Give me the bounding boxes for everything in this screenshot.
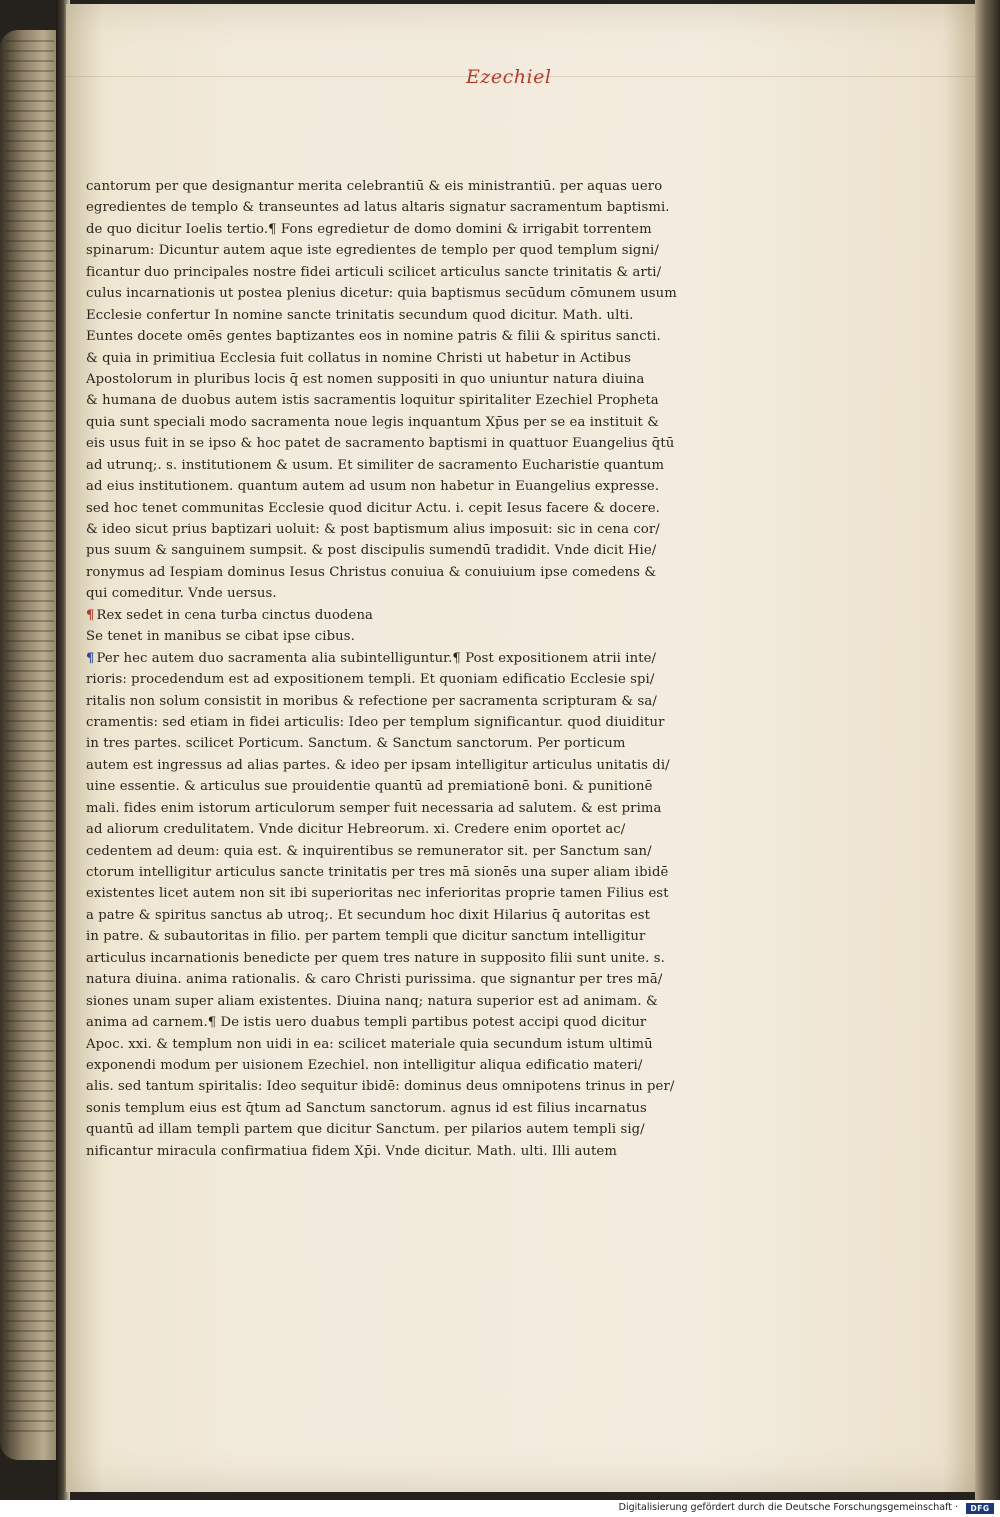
book-page bbox=[66, 4, 979, 1492]
text-line-content: Euntes docete omēs gentes baptizantes eos in nomine patris & filii & spiritus sancti. bbox=[86, 329, 661, 345]
text-line bbox=[86, 1098, 726, 1119]
text-line bbox=[86, 519, 726, 540]
text-line-content: quantū ad illam templi partem que dicitur Sanctum. per pilarios autem templi sig/ bbox=[86, 1122, 645, 1138]
text-line-content: & humana de duobus autem istis sacramentis loquitur spiritaliter Ezechiel Propheta bbox=[86, 393, 659, 409]
text-line-content: ad aliorum credulitatem. Vnde dicitur Hebreorum. xi. Credere enim oportet ac/ bbox=[86, 822, 626, 838]
text-line bbox=[86, 841, 726, 862]
text-line bbox=[86, 369, 726, 390]
text-line bbox=[86, 348, 726, 369]
text-line-content: quia sunt speciali modo sacramenta noue legis inquantum Xp̄us per se ea instituit & bbox=[86, 414, 660, 430]
text-line-content: mali. fides enim istorum articulorum semper fuit necessaria ad salutem. & est prima bbox=[86, 800, 662, 816]
text-line-content: ctorum intelligitur articulus sancte trinitatis per tres mā sionēs una super aliam ibidē bbox=[86, 865, 669, 880]
text-line-content: a patre & spiritus sanctus ab utroq;. Et secundum hoc dixit Hilarius q̄ autoritas est bbox=[86, 907, 651, 923]
text-line bbox=[86, 283, 726, 304]
text-line-content: exponendi modum per uisionem Ezechiel. non intelligitur aliqua edificatio materi/ bbox=[86, 1057, 643, 1073]
text-line-content: alis. sed tantum spiritalis: Ideo sequitur ibidē: dominus deus omnipotens trinus in per/ bbox=[86, 1079, 675, 1095]
text-line-content: ad eius institutionem. quantum autem ad usum non habetur in Euangelius expresse. bbox=[86, 479, 660, 495]
text-line bbox=[86, 1055, 726, 1076]
text-line bbox=[86, 326, 726, 347]
page-fore-edge bbox=[975, 0, 1000, 1500]
text-line-content: spinarum: Dicuntur autem aque iste egredientes de templo per quod templum signi/ bbox=[86, 243, 659, 259]
blue-paragraph-mark-icon: ¶ bbox=[86, 650, 95, 666]
text-line bbox=[86, 926, 726, 947]
text-line-content: egredientes de templo & transeuntes ad latus altaris signatur sacramentum baptismi. bbox=[86, 200, 670, 216]
text-line bbox=[86, 583, 726, 604]
text-line-content: nificantur miracula confirmatiua fidem Xp̄i. Vnde dicitur. Math. ulti. Illi autem bbox=[86, 1143, 617, 1159]
running-head: Ezechiel bbox=[466, 66, 552, 88]
text-line bbox=[86, 390, 726, 411]
text-line bbox=[86, 305, 726, 326]
text-line bbox=[86, 691, 726, 712]
text-line-content: & ideo sicut prius baptizari uoluit: & post baptismum alius imposuit: sic in cena cor/ bbox=[86, 522, 660, 537]
text-line bbox=[86, 1012, 726, 1033]
text-line-content: cramentis: sed etiam in fidei articulis: Ideo per templum significantur. quod diuiditur bbox=[86, 714, 665, 730]
text-line-content: Apostolorum in pluribus locis q̄ est nomen suppositi in quo uniuntur natura diuina bbox=[86, 371, 645, 387]
text-line bbox=[86, 755, 726, 776]
text-line-content: existentes licet autem non sit ibi superioritas nec inferioritas proprie tamen Filius est bbox=[86, 886, 669, 902]
text-line bbox=[86, 240, 726, 261]
text-line bbox=[86, 712, 726, 733]
text-line bbox=[86, 197, 726, 218]
text-line-content: cantorum per que designantur merita celebrantiū & eis ministrantiū. per aquas uero bbox=[86, 179, 663, 194]
dfg-logo: DFG bbox=[966, 1503, 994, 1514]
text-line bbox=[86, 648, 726, 669]
text-line bbox=[86, 1141, 726, 1162]
text-line bbox=[86, 562, 726, 583]
facing-page-text-fragments bbox=[6, 40, 54, 1440]
text-line bbox=[86, 883, 726, 904]
text-line-content: Se tenet in manibus se cibat ipse cibus. bbox=[86, 629, 355, 645]
text-line-content: anima ad carnem.¶ De istis uero duabus templi partibus potest accipi quod dicitur bbox=[86, 1015, 647, 1031]
text-line bbox=[86, 969, 726, 990]
text-line bbox=[86, 540, 726, 561]
red-paragraph-mark-icon: ¶ bbox=[86, 607, 95, 623]
text-line bbox=[86, 1034, 726, 1055]
text-line-content: ad utrunq;. s. institutionem & usum. Et similiter de sacramento Eucharistie quantum bbox=[86, 457, 665, 473]
text-line-content: Apoc. xxi. & templum non uidi in ea: scilicet materiale quia secundum istum ultimū bbox=[86, 1036, 653, 1052]
text-line bbox=[86, 776, 726, 797]
facing-page-edge bbox=[0, 30, 58, 1460]
text-line-content: culus incarnationis ut postea plenius dicetur: quia baptismus secūdum cōmunem usum bbox=[86, 286, 677, 302]
text-line-content: & quia in primitiua Ecclesia fuit collatus in nomine Christi ut habetur in Actibus bbox=[86, 350, 631, 366]
text-line-content: qui comeditur. Vnde uersus. bbox=[86, 586, 277, 602]
text-line-content: in patre. & subautoritas in filio. per partem templi que dicitur sanctum intelligitur bbox=[86, 929, 646, 945]
text-line bbox=[86, 905, 726, 926]
text-line bbox=[86, 476, 726, 497]
text-line-content: articulus incarnationis benedicte per quem tres nature in supposito filii sunt unite. s. bbox=[86, 950, 665, 966]
text-line bbox=[86, 798, 726, 819]
text-line-content: rioris: procedendum est ad expositionem templi. Et quoniam edificatio Ecclesie spi/ bbox=[86, 672, 655, 688]
text-line bbox=[86, 498, 726, 519]
text-line bbox=[86, 605, 726, 626]
text-line bbox=[86, 862, 726, 883]
text-line-content: cedentem ad deum: quia est. & inquirentibus se remunerator sit. per Sanctum san/ bbox=[86, 843, 652, 859]
text-line-content: siones unam super aliam existentes. Diuina nanq; natura superior est ad animam. & bbox=[86, 993, 658, 1009]
text-line-content: autem est ingressus ad alias partes. & ideo per ipsam intelligitur articulus unitatis di/ bbox=[86, 757, 670, 773]
text-line bbox=[86, 412, 726, 433]
text-line bbox=[86, 219, 726, 240]
text-line bbox=[86, 669, 726, 690]
text-line bbox=[86, 262, 726, 283]
text-line bbox=[86, 819, 726, 840]
text-line bbox=[86, 433, 726, 454]
text-line bbox=[86, 991, 726, 1012]
text-line-content: ficantur duo principales nostre fidei articuli scilicet articulus sancte trinitatis & arti/ bbox=[86, 264, 662, 280]
text-line-content: ronymus ad Iespiam dominus Iesus Christus conuiua & conuiuium ipse comedens & bbox=[86, 564, 657, 580]
text-column bbox=[86, 176, 726, 1162]
text-line bbox=[86, 1119, 726, 1140]
text-line-content: uine essentie. & articulus sue prouidentie quantū ad premiationē boni. & punitionē bbox=[86, 779, 653, 795]
footer-bar bbox=[0, 1500, 1000, 1517]
text-line-content: pus suum & sanguinem sumpsit. & post discipulis sumendū tradidit. Vnde dicit Hie/ bbox=[86, 543, 657, 559]
text-line bbox=[86, 1076, 726, 1097]
text-line-content: natura diuina. anima rationalis. & caro Christi purissima. que signantur per tres mā/ bbox=[86, 972, 663, 988]
text-line-content: de quo dicitur Ioelis tertio.¶ Fons egredietur de domo domini & irrigabit torrentem bbox=[86, 221, 652, 237]
text-line-content: sonis templum eius est q̄tum ad Sanctum sanctorum. agnus id est filius incarnatus bbox=[86, 1100, 647, 1116]
text-line-content: Rex sedet in cena turba cinctus duodena bbox=[96, 607, 374, 623]
text-line bbox=[86, 455, 726, 476]
text-line-content: ritalis non solum consistit in moribus & refectione per sacramenta scripturam & sa/ bbox=[86, 693, 657, 709]
text-line bbox=[86, 176, 726, 197]
text-line bbox=[86, 626, 726, 647]
text-line bbox=[86, 948, 726, 969]
funding-notice: Digitalisierung gefördert durch die Deutsche Forschungsgemeinschaft · bbox=[618, 1502, 958, 1513]
text-line-content: eis usus fuit in se ipso & hoc patet de sacramento baptismi in quattuor Euangelius q̄tū bbox=[86, 436, 675, 452]
text-line-content: Ecclesie confertur In nomine sancte trinitatis secundum quod dicitur. Math. ulti. bbox=[86, 307, 634, 323]
text-line-content: sed hoc tenet communitas Ecclesie quod dicitur Actu. i. cepit Iesus facere & docere. bbox=[86, 500, 660, 516]
text-line-content: in tres partes. scilicet Porticum. Sanctum. & Sanctum sanctorum. Per porticum bbox=[86, 736, 626, 752]
text-line bbox=[86, 733, 726, 754]
text-line-content: Per hec autem duo sacramenta alia subintelliguntur.¶ Post expositionem atrii inte/ bbox=[96, 650, 657, 666]
